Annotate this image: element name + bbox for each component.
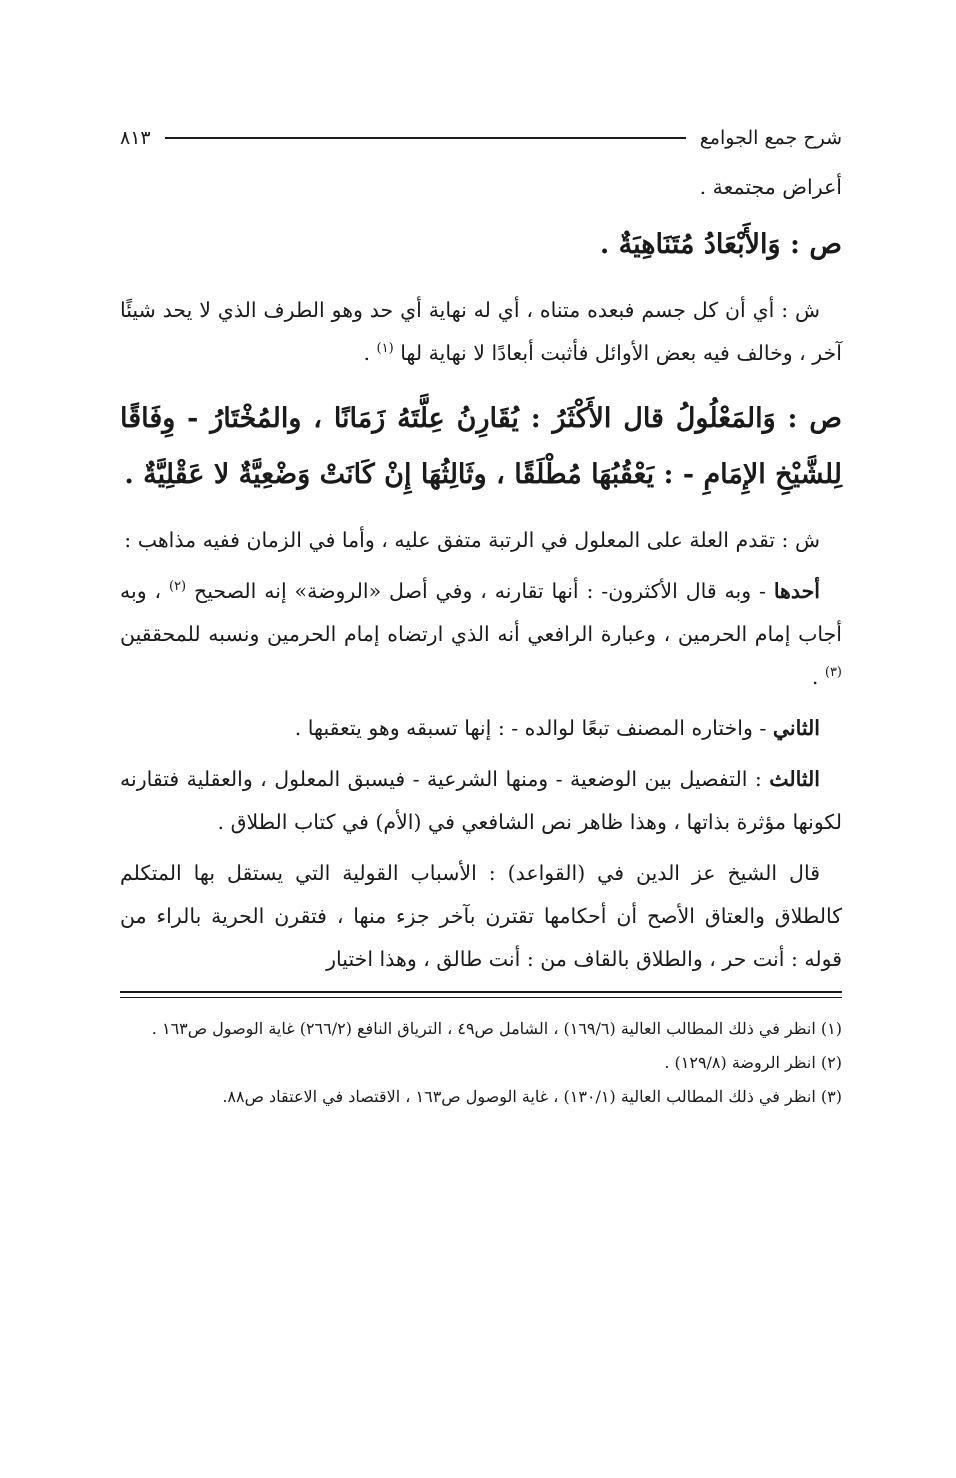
opinion-1-label: أحدها: [773, 579, 820, 603]
paragraph-2-end: .: [363, 341, 377, 365]
footnote-1: (١) انظر في ذلك المطالب العالية (١٦٩/٦) ، الشامل ص٤٩ ، الترياق النافع (٢٦٦/٢) غاية الوصول ص١٦٣ .: [151, 1019, 842, 1038]
paragraph-6-text: : التفصيل بين الوضعية - ومنها الشرعية - فيسبق المعلول ، والعقلية فتقارنه لكونها مؤثرة بذاتها ، وهذا ظاهر نص الشافعي في (الأم) في كتاب الطلاق .: [120, 767, 842, 834]
footnote-3: (٣) انظر في ذلك المطالب العالية (١٣٠/١) ، غاية الوصول ص١٦٣ ، الاقتصاد في الاعتقاد ص٨٨.: [222, 1087, 842, 1106]
book-page: [120, 118, 842, 1398]
paragraph-3: ش : تقدم العلة على المعلول في الرتبة متفق عليه ، وأما في الزمان ففيه مذاهب :: [124, 528, 820, 552]
paragraph-5-text: - واختاره المصنف تبعًا لوالده - : إنها تسبقه وهو يتعقبها .: [294, 716, 773, 740]
paragraph-5: [120, 707, 842, 750]
footnote-2: (٢) انظر الروضة (١٢٩/٨) .: [664, 1053, 842, 1072]
footnote-separator-thin: [120, 997, 842, 998]
paragraph-7: قال الشيخ عز الدين في (القواعد) : الأسباب القولية التي يستقل بها المتكلم كالطلاق والعتاق الأصح أن أحكامها تقترن بآخر جزء منها ، فتقرن الحرية بالراء من قوله : أنت حر ، والطلاق بالقاف من : أنت طالق ، وهذا اختيار: [120, 861, 842, 971]
paragraph-6: [120, 758, 842, 844]
paragraph-4-text-a: - وبه قال الأكثرون- : أنها تقارنه ، وفي أصل «الروضة» إنه الصحيح: [186, 579, 774, 603]
footnote-ref-2: (٢): [168, 579, 187, 595]
header-rule: [165, 137, 686, 139]
footnote-ref-1: (١): [376, 341, 394, 357]
paragraph-1: أعراض مجتمعة .: [699, 175, 842, 199]
running-title: شرح جمع الجوامع: [699, 127, 842, 149]
footnotes: [120, 1012, 842, 1114]
opinion-3-label: الثالث: [769, 767, 820, 791]
paragraph-4-end: .: [811, 665, 825, 689]
paragraph-2-text: ش : أي أن كل جسم فبعده متناه ، أي له نهاية أي حد وهو الطرف الذي لا يحد شيئًا آخر ، وخالف فيه بعض الأوائل فأثبت أبعادًا لا نهاية لها: [120, 298, 842, 365]
running-header: [120, 118, 842, 158]
matn-2: ص : وَالمَعْلُولُ قال الأَكْثَرُ : يُقَارِنُ عِلَّتَهُ زَمَانًا ، والمُخْتَارُ - وِفَاقًا لِلشَّيْخِ الإِمَامِ - : يَعْقُبُهَا مُطْلَقًا ، وثَالِثُهَا إِنْ كَانَتْ وَضْعِيَّةٌ لا عَقْلِيَّةٌ .: [120, 403, 842, 490]
opinion-2-label: الثاني: [772, 716, 820, 740]
paragraph-4-text-b: ، وبه أجاب إمام الحرمين ، وعبارة الرافعي أنه الذي ارتضاه إمام الحرمين ونسبه للمحققين: [120, 579, 842, 646]
page-number: ٨١٣: [120, 127, 151, 149]
footnote-ref-3: (٣): [824, 665, 842, 681]
paragraph-4: [120, 570, 842, 699]
footnote-separator: [120, 991, 842, 993]
paragraph-2: [120, 289, 842, 375]
matn-1: ص : وَالأَبْعَادُ مُتَنَاهِيَةٌ .: [599, 229, 842, 260]
